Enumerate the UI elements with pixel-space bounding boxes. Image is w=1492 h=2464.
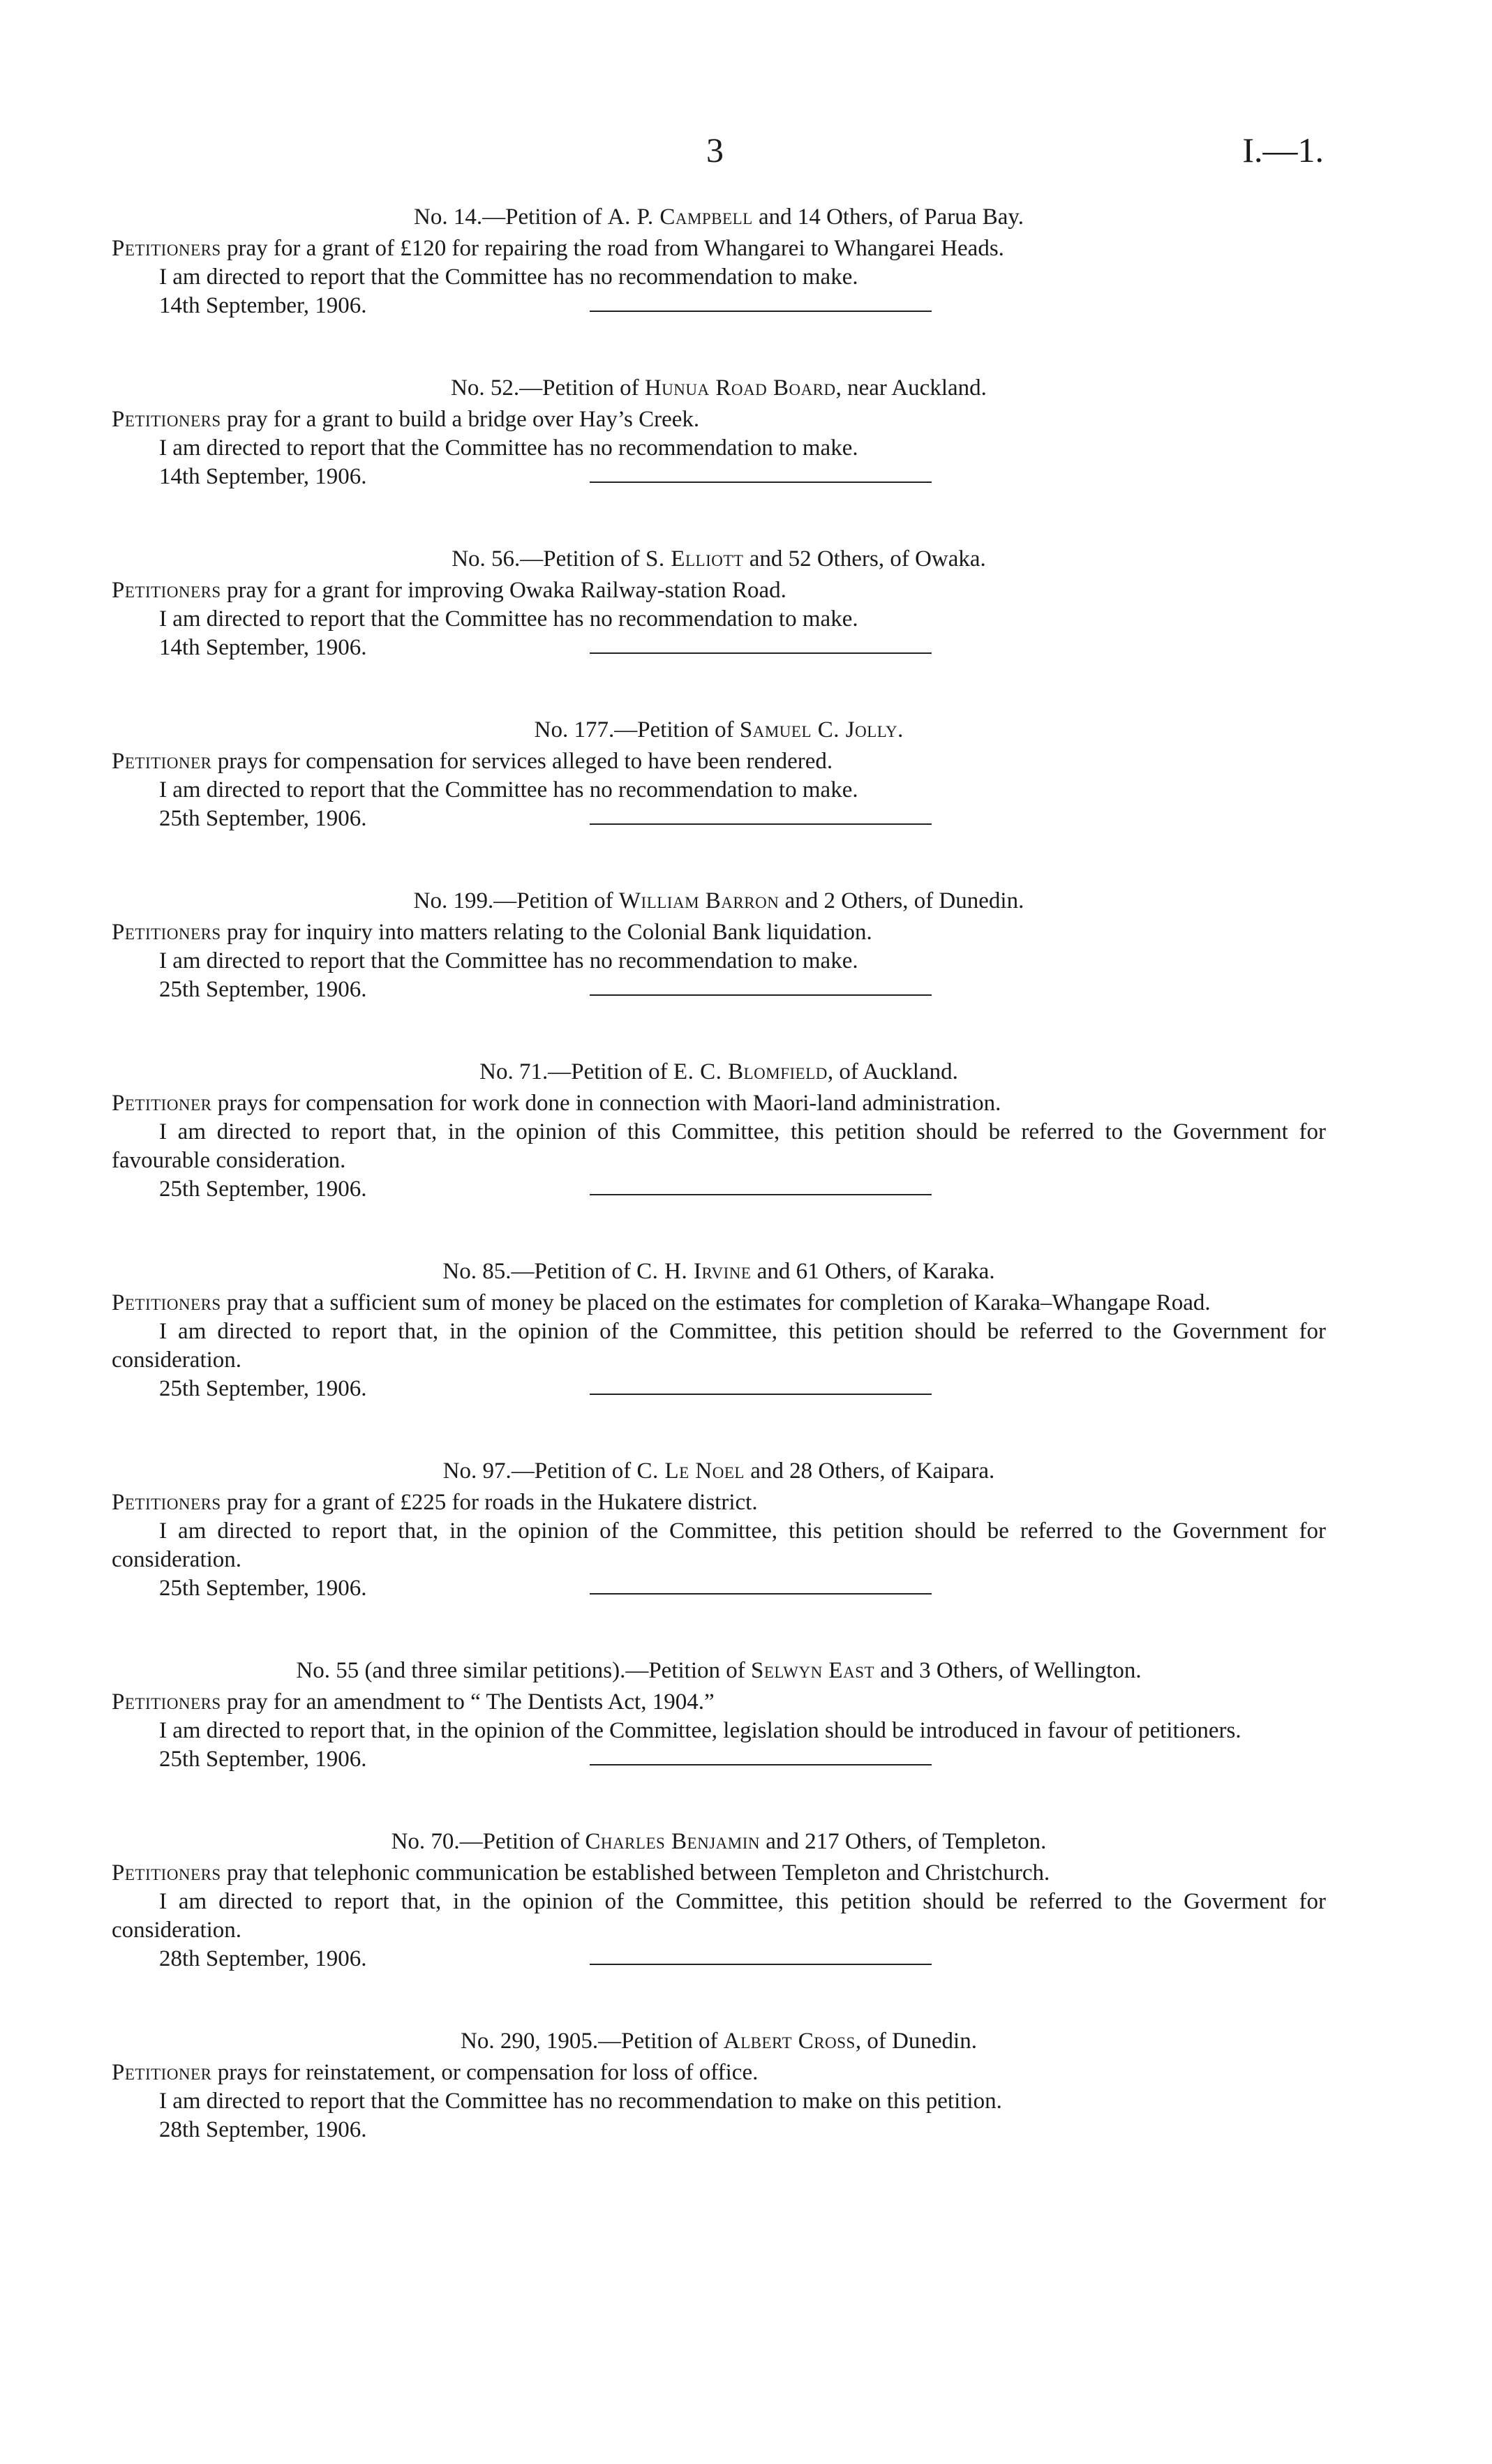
- lead-word: Petitioner: [112, 2060, 212, 2085]
- report-date: 25th September, 1906.: [159, 1177, 367, 1202]
- committee-report: I am directed to report that, in the opinion of this Committee, this petition should be referred to the Government for favourable consideration.: [112, 1119, 1326, 1173]
- petition-entry: [112, 1257, 1326, 1401]
- petition-title: [112, 715, 1326, 745]
- section-divider: [590, 1764, 932, 1765]
- petitioner-name: C. Le Noel: [636, 1458, 745, 1484]
- committee-report: I am directed to report that, in the opinion of the Committee, this petition should be referred to the Government for consideration.: [112, 1319, 1326, 1373]
- petition-title: [112, 373, 1326, 403]
- lead-word: Petitioners: [112, 1689, 221, 1715]
- prayer-text: pray that a sufficient sum of money be placed on the estimates for completion of Karaka–Whangape Road.: [221, 1290, 1211, 1315]
- petition-title: [112, 202, 1326, 232]
- petition-number: No. 52.—Petition of: [451, 375, 645, 401]
- report-date: 28th September, 1906.: [159, 1946, 367, 1971]
- petition-location: , of Dunedin.: [855, 2029, 977, 2054]
- petition-prayer: [112, 1488, 1326, 1517]
- committee-report: I am directed to report that the Committee has no recommendation to make.: [159, 606, 858, 632]
- petitioner-name: William Barron: [618, 888, 779, 913]
- petition-number: No. 14.—Petition of: [414, 204, 608, 230]
- petition-number: No. 199.—Petition of: [413, 888, 619, 913]
- committee-report: I am directed to report that, in the opinion of the Committee, this petition should be referred to the Goverment for consideration.: [112, 1889, 1326, 1943]
- committee-report: I am directed to report that, in the opinion of the Committee, this petition should be referred to the Government for consideration.: [112, 1518, 1326, 1572]
- report-date: 14th September, 1906.: [159, 293, 367, 318]
- section-divider: [590, 1394, 932, 1395]
- lead-word: Petitioner: [112, 749, 212, 774]
- lead-word: Petitioners: [112, 578, 221, 603]
- lead-word: Petitioners: [112, 407, 221, 432]
- committee-report: I am directed to report that the Committee has no recommendation to make.: [159, 777, 858, 802]
- petition-number: No. 177.—Petition of: [534, 717, 740, 742]
- lead-word: Petitioners: [112, 920, 221, 945]
- petition-entry: [112, 2026, 1326, 2144]
- petitioner-name: Hunua Road Board: [644, 375, 836, 401]
- committee-report: I am directed to report that the Committee has no recommendation to make on this petition.: [159, 2089, 1002, 2114]
- petitioner-name: A. P. Campbell: [607, 204, 753, 230]
- petition-number: No. 56.—Petition of: [452, 546, 646, 572]
- section-divider: [590, 1593, 932, 1595]
- lead-word: Petitioners: [112, 1490, 221, 1515]
- section-divider: [590, 823, 932, 825]
- petition-number: No. 97.—Petition of: [442, 1458, 637, 1484]
- committee-report: I am directed to report that, in the opinion of the Committee, legislation should be introduced in favour of petitioners.: [159, 1718, 1241, 1743]
- report-date: 25th September, 1906.: [159, 1576, 367, 1601]
- petition-number: No. 290, 1905.—Petition of: [461, 2029, 724, 2054]
- petition-entry: [112, 886, 1326, 1002]
- petition-number: No. 70.—Petition of: [391, 1829, 585, 1854]
- petition-number: No. 71.—Petition of: [479, 1059, 673, 1084]
- petition-location: and 14 Others, of Parua Bay.: [752, 204, 1024, 230]
- petition-prayer: [112, 576, 1326, 605]
- petitioner-name: Samuel C. Jolly: [739, 717, 898, 742]
- committee-report: I am directed to report that the Committee has no recommendation to make.: [159, 264, 858, 290]
- prayer-text: pray for a grant of £225 for roads in the Hukatere district.: [221, 1490, 758, 1515]
- petitioner-name: E. C. Blomfield: [673, 1059, 828, 1084]
- page-number: 3: [706, 130, 724, 170]
- petition-number: No. 85.—Petition of: [442, 1259, 637, 1284]
- petition-entry: [112, 1456, 1326, 1601]
- petition-prayer: [112, 1089, 1326, 1118]
- section-divider: [590, 311, 932, 312]
- petition-location: , of Auckland.: [827, 1059, 958, 1084]
- committee-report: I am directed to report that the Committee has no recommendation to make.: [159, 435, 858, 461]
- lead-word: Petitioners: [112, 1290, 221, 1315]
- petition-location: and 61 Others, of Karaka.: [751, 1259, 995, 1284]
- petition-entry: [112, 715, 1326, 831]
- petition-title: [112, 1656, 1326, 1685]
- petition-location: and 52 Others, of Owaka.: [743, 546, 986, 572]
- petition-location: .: [897, 717, 904, 742]
- prayer-text: pray for a grant of £120 for repairing the road from Whangarei to Whangarei Heads.: [221, 236, 1004, 261]
- petitioner-name: Selwyn East: [751, 1658, 875, 1683]
- petition-number: No. 55 (and three similar petitions).—Petition of: [296, 1658, 751, 1683]
- report-date: 14th September, 1906.: [159, 464, 367, 489]
- prayer-text: prays for compensation for services alleged to have been rendered.: [211, 749, 833, 774]
- petition-location: and 2 Others, of Dunedin.: [779, 888, 1024, 913]
- section-divider: [590, 481, 932, 483]
- lead-word: Petitioners: [112, 1860, 221, 1886]
- report-date: 25th September, 1906.: [159, 1747, 367, 1772]
- prayer-text: pray for an amendment to “ The Dentists Act, 1904.”: [221, 1689, 715, 1715]
- petition-title: [112, 1257, 1326, 1286]
- report-date: 28th September, 1906.: [159, 2117, 367, 2142]
- prayer-text: pray for a grant to build a bridge over Hay’s Creek.: [221, 407, 700, 432]
- petition-prayer: [112, 747, 1326, 776]
- petition-location: and 3 Others, of Wellington.: [874, 1658, 1142, 1683]
- page-header: [0, 130, 1492, 179]
- petition-prayer: [112, 1688, 1326, 1717]
- petition-prayer: [112, 1289, 1326, 1317]
- committee-report: I am directed to report that the Committee has no recommendation to make.: [159, 948, 858, 973]
- section-divider: [590, 994, 932, 996]
- prayer-text: prays for reinstatement, or compensation for loss of office.: [211, 2060, 759, 2085]
- prayer-text: pray for a grant for improving Owaka Railway-station Road.: [221, 578, 786, 603]
- petition-title: [112, 2026, 1326, 2056]
- lead-word: Petitioner: [112, 1091, 212, 1116]
- report-date: 25th September, 1906.: [159, 806, 367, 831]
- petitioner-name: C. H. Irvine: [636, 1259, 752, 1284]
- petition-entry: [112, 202, 1326, 318]
- petition-entry: [112, 1656, 1326, 1772]
- prayer-text: pray that telephonic communication be established between Templeton and Christchurch.: [221, 1860, 1050, 1886]
- petition-location: and 217 Others, of Templeton.: [760, 1829, 1047, 1854]
- prayer-text: pray for inquiry into matters relating to the Colonial Bank liquidation.: [221, 920, 872, 945]
- report-date: 25th September, 1906.: [159, 977, 367, 1002]
- report-date: 25th September, 1906.: [159, 1376, 367, 1401]
- petition-title: [112, 886, 1326, 916]
- petition-title: [112, 1456, 1326, 1486]
- petitions-list: [112, 202, 1326, 2144]
- petition-location: and 28 Others, of Kaipara.: [744, 1458, 995, 1484]
- petition-entry: [112, 1827, 1326, 1971]
- petition-entry: [112, 1057, 1326, 1202]
- paper-reference: I.—1.: [1242, 130, 1324, 170]
- section-divider: [590, 1194, 932, 1195]
- petition-entry: [112, 373, 1326, 489]
- petitioner-name: Albert Cross: [723, 2029, 856, 2054]
- petition-title: [112, 1827, 1326, 1856]
- prayer-text: prays for compensation for work done in connection with Maori-land administration.: [211, 1091, 1001, 1116]
- petition-prayer: [112, 1859, 1326, 1888]
- petition-title: [112, 544, 1326, 574]
- petition-prayer: [112, 405, 1326, 434]
- petition-title: [112, 1057, 1326, 1087]
- petition-prayer: [112, 234, 1326, 263]
- petition-entry: [112, 544, 1326, 660]
- petition-prayer: [112, 2059, 1326, 2087]
- petitioner-name: S. Elliott: [645, 546, 744, 572]
- section-divider: [590, 652, 932, 654]
- petition-location: , near Auckland.: [835, 375, 987, 401]
- petitioner-name: Charles Benjamin: [585, 1829, 760, 1854]
- report-date: 14th September, 1906.: [159, 635, 367, 660]
- lead-word: Petitioners: [112, 236, 221, 261]
- petition-prayer: [112, 918, 1326, 947]
- section-divider: [590, 1964, 932, 1965]
